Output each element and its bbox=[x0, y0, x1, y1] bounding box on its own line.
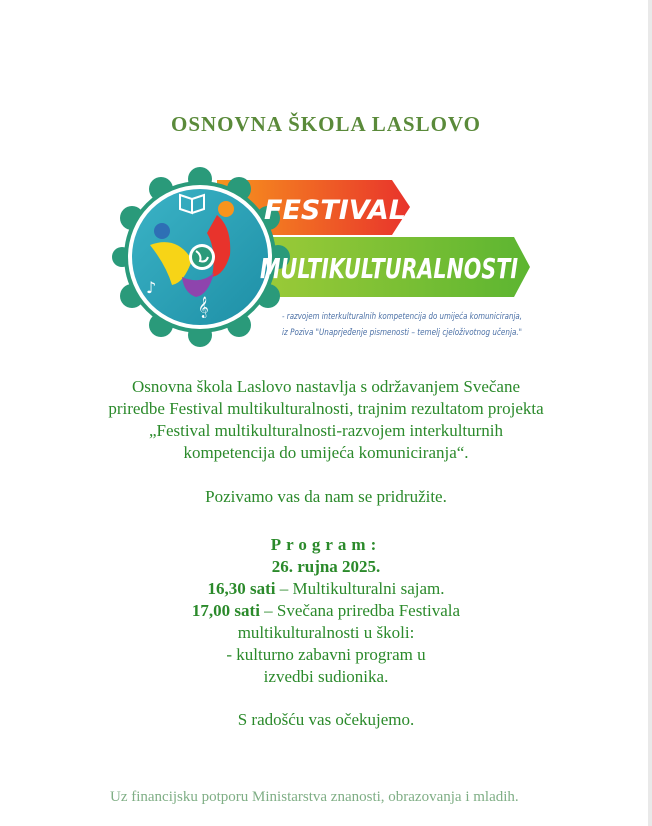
program-item-2 bbox=[0, 600, 652, 622]
logo-tagline-1: - razvojem interkulturalnih kompetencija do umijeća komuniciranja, bbox=[282, 312, 588, 322]
closing-text: S radošću vas očekujemo. bbox=[237, 710, 415, 729]
program-section bbox=[0, 534, 652, 688]
music-note-icon: ♪ bbox=[146, 278, 157, 297]
logo-tagline-2: iz Poziva "Unaprjeđenje pismenosti – temelj cjeloživotnog učenja." bbox=[282, 328, 582, 338]
program-heading: Program: bbox=[270, 535, 382, 554]
program-item-1-text: – Multikulturalni sajam. bbox=[275, 579, 445, 598]
intro-line: Osnovna škola Laslovo nastavlja s održavanjem Svečane bbox=[131, 377, 521, 396]
intro-line: „Festival multikulturalnosti-razvojem interkulturnih bbox=[148, 421, 504, 440]
program-item-1-time: 16,30 sati bbox=[207, 579, 276, 598]
program-item-2-line2: multikulturalnosti u školi: bbox=[237, 623, 415, 642]
program-item-2-time: 17,00 sati bbox=[191, 601, 260, 620]
program-item-2-text: – Svečana priredba Festivala bbox=[259, 601, 461, 620]
logo-word-festival: FESTIVAL bbox=[264, 195, 406, 226]
program-item-2-line4: izvedbi sudionika. bbox=[263, 667, 389, 686]
treble-clef-icon: 𝄞 bbox=[198, 297, 209, 318]
intro-paragraph bbox=[40, 376, 612, 464]
festival-logo bbox=[122, 165, 588, 355]
invite-text: Pozivamo vas da nam se pridružite. bbox=[205, 487, 447, 506]
school-title: OSNOVNA ŠKOLA LASLOVO bbox=[171, 112, 481, 136]
program-item-1 bbox=[0, 578, 652, 600]
program-date: 26. rujna 2025. bbox=[271, 557, 381, 576]
program-item-2-line3: - kulturno zabavni program u bbox=[226, 645, 426, 664]
logo-word-multikulturalnosti: MULTIKULTURALNOSTI bbox=[260, 252, 518, 285]
footer-funding: Uz financijsku potporu Ministarstva znanosti, obrazovanja i mladih. bbox=[110, 789, 519, 805]
intro-line: priredbe Festival multikulturalnosti, trajnim rezultatom projekta bbox=[108, 399, 544, 418]
intro-line: kompetencija do umijeća komuniciranja“. bbox=[183, 443, 469, 462]
